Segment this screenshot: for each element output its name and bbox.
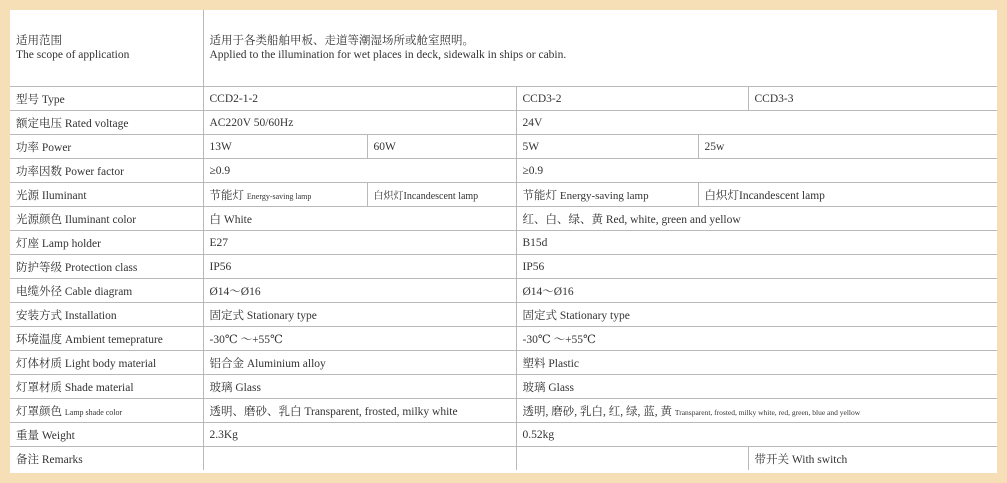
temperature-b: -30℃ ～+55℃ bbox=[516, 327, 997, 351]
type-label: 型号 Type bbox=[10, 87, 203, 111]
row-holder bbox=[10, 231, 997, 255]
protection-a: IP56 bbox=[203, 255, 516, 279]
remarks-label: 备注 Remarks bbox=[10, 447, 203, 471]
row-weight bbox=[10, 423, 997, 447]
shade-color-a: 透明、磨砂、乳白 Transparent, frosted, milky white bbox=[203, 399, 516, 423]
color-b: 红、白、绿、黄 Red, white, green and yellow bbox=[516, 207, 997, 231]
installation-label: 安装方式 Installation bbox=[10, 303, 203, 327]
remarks-a bbox=[203, 447, 516, 471]
row-power-factor bbox=[10, 159, 997, 183]
illuminant-b1-cn: 节能灯 bbox=[522, 189, 557, 202]
shade-b: 玻璃 Glass bbox=[516, 375, 997, 399]
shade-a: 玻璃 Glass bbox=[203, 375, 516, 399]
weight-b: 0.52kg bbox=[516, 423, 997, 447]
holder-label: 灯座 Lamp holder bbox=[10, 231, 203, 255]
shade-color-b-cn: 透明, 磨砂, 乳白, 红, 绿, 蓝, 黄 bbox=[522, 405, 672, 418]
power-label: 功率 Power bbox=[10, 135, 203, 159]
row-protection bbox=[10, 255, 997, 279]
scope-label-en: The scope of application bbox=[16, 49, 130, 61]
row-body bbox=[10, 351, 997, 375]
row-type bbox=[10, 87, 997, 111]
voltage-b: 24V bbox=[516, 111, 997, 135]
power-factor-a: ≥0.9 bbox=[203, 159, 516, 183]
row-illuminant bbox=[10, 183, 997, 207]
row-scope bbox=[10, 10, 997, 87]
shade-label: 灯罩材质 Shade material bbox=[10, 375, 203, 399]
scope-value-cn: 适用于各类船舶甲板、走道等潮湿场所或舱室照明。 bbox=[209, 35, 474, 47]
row-color bbox=[10, 207, 997, 231]
spec-table bbox=[10, 10, 997, 470]
row-shade bbox=[10, 375, 997, 399]
cable-label: 电缆外径 Cable diagram bbox=[10, 279, 203, 303]
illuminant-b1 bbox=[516, 183, 698, 207]
type-b: CCD3-2 bbox=[516, 87, 748, 111]
color-label: 光源颜色 Iluminant color bbox=[10, 207, 203, 231]
illuminant-a2: 白炽灯Incandescent lamp bbox=[367, 183, 516, 207]
cable-a: Ø14～Ø16 bbox=[203, 279, 516, 303]
illuminant-a1-en: Energy-saving lamp bbox=[246, 191, 312, 201]
row-cable bbox=[10, 279, 997, 303]
shade-color-label-en: Lamp shade color bbox=[64, 407, 123, 417]
row-power bbox=[10, 135, 997, 159]
shade-color-label-cn: 灯罩颜色 bbox=[16, 405, 62, 418]
illuminant-a1 bbox=[203, 183, 367, 207]
illuminant-a1-cn: 节能灯 bbox=[209, 189, 244, 202]
scope-value-en: Applied to the illumination for wet places in deck, sidewalk in ships or cabin. bbox=[209, 49, 567, 61]
scope-value-cell bbox=[203, 10, 997, 87]
spec-table-frame bbox=[10, 10, 997, 473]
row-installation bbox=[10, 303, 997, 327]
shade-color-b-en: Transparent, frosted, milky white, red, green, blue and yellow bbox=[674, 407, 861, 417]
weight-a: 2.3Kg bbox=[203, 423, 516, 447]
shade-color-label bbox=[10, 399, 203, 423]
temperature-label: 环境温度 Ambient temeprature bbox=[10, 327, 203, 351]
row-voltage bbox=[10, 111, 997, 135]
power-a2: 60W bbox=[367, 135, 516, 159]
color-a: 白 White bbox=[203, 207, 516, 231]
type-a: CCD2-1-2 bbox=[203, 87, 516, 111]
power-factor-b: ≥0.9 bbox=[516, 159, 997, 183]
protection-label: 防护等级 Protection class bbox=[10, 255, 203, 279]
row-remarks bbox=[10, 447, 997, 471]
temperature-a: -30℃ ～+55℃ bbox=[203, 327, 516, 351]
illuminant-b1-en: Energy-saving lamp bbox=[559, 189, 649, 202]
body-a: 铝合金 Aluminium alloy bbox=[203, 351, 516, 375]
holder-b: B15d bbox=[516, 231, 997, 255]
body-label: 灯体材质 Light body material bbox=[10, 351, 203, 375]
voltage-a: AC220V 50/60Hz bbox=[203, 111, 516, 135]
power-a1: 13W bbox=[203, 135, 367, 159]
body-b: 塑料 Plastic bbox=[516, 351, 997, 375]
remarks-c: 带开关 With switch bbox=[748, 447, 997, 471]
type-c: CCD3-3 bbox=[748, 87, 997, 111]
protection-b: IP56 bbox=[516, 255, 997, 279]
cable-b: Ø14～Ø16 bbox=[516, 279, 997, 303]
voltage-label: 额定电压 Rated voltage bbox=[10, 111, 203, 135]
illuminant-label: 光源 Iluminant bbox=[10, 183, 203, 207]
power-b1: 5W bbox=[516, 135, 698, 159]
row-shade-color bbox=[10, 399, 997, 423]
shade-color-b bbox=[516, 399, 997, 423]
holder-a: E27 bbox=[203, 231, 516, 255]
label-cell bbox=[10, 10, 203, 87]
weight-label: 重量 Weight bbox=[10, 423, 203, 447]
installation-b: 固定式 Stationary type bbox=[516, 303, 997, 327]
row-temperature bbox=[10, 327, 997, 351]
scope-label-cn: 适用范围 bbox=[16, 35, 62, 47]
illuminant-b2: 白炽灯Incandescent lamp bbox=[698, 183, 997, 207]
power-factor-label: 功率因数 Power factor bbox=[10, 159, 203, 183]
power-b2: 25w bbox=[698, 135, 997, 159]
installation-a: 固定式 Stationary type bbox=[203, 303, 516, 327]
remarks-b bbox=[516, 447, 748, 471]
